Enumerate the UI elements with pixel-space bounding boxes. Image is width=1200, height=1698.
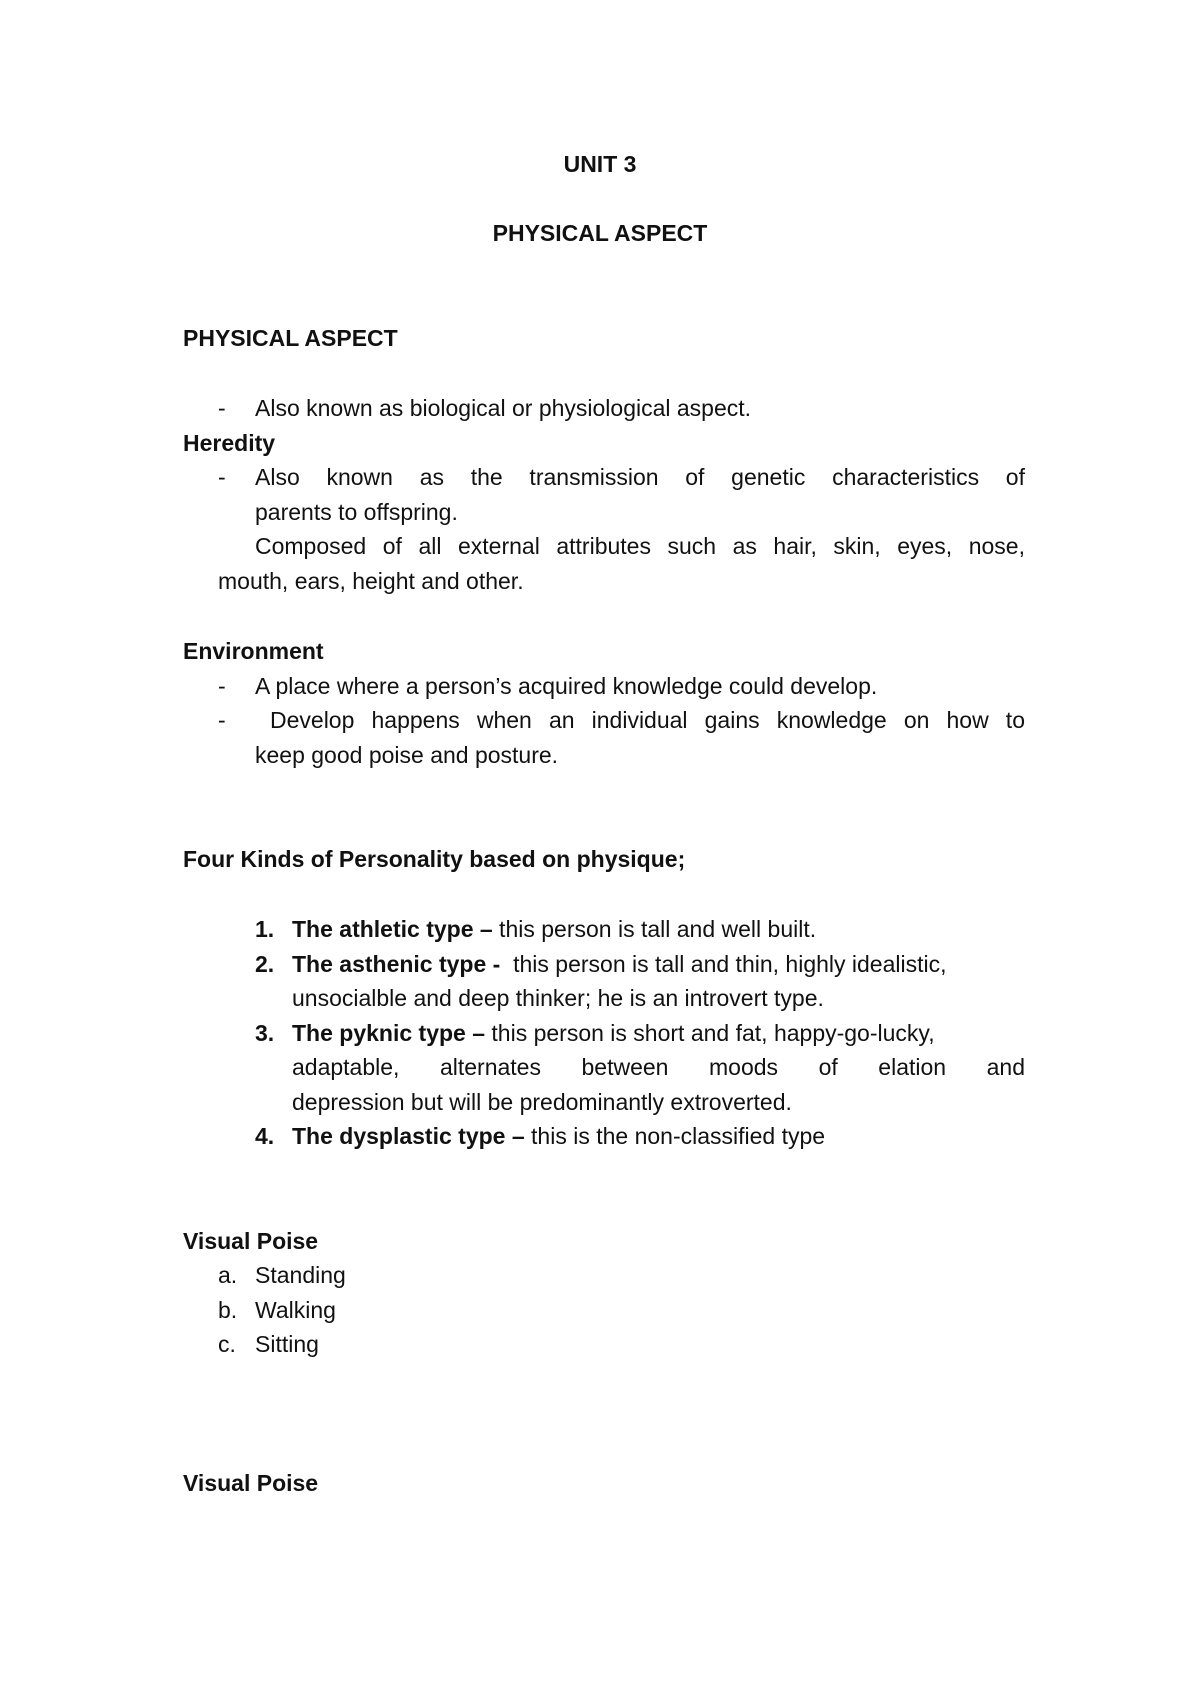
physical-aspect-heading: PHYSICAL ASPECT [183,325,398,351]
visual-poise-letter: c. [218,1331,236,1357]
bullet-dash: - [218,395,226,421]
personality-term: The dysplastic type – [292,1123,525,1149]
personality-item-number: 2. [255,951,275,977]
environment-bullet-2-line2: keep good poise and posture. [255,742,559,768]
visual-poise-item: Standing [255,1262,346,1288]
personality-item-3 [292,1019,935,1047]
personality-description: this person is tall and thin, highly idealistic, [500,951,947,977]
personality-item-number: 3. [255,1020,275,1046]
unit-title: UNIT 3 [563,151,637,177]
heredity-heading: Heredity [183,430,276,456]
personality-item-2 [292,950,947,978]
personality-item-1 [292,915,816,943]
personality-item-number: 1. [255,916,275,942]
personality-term: The asthenic type - [292,951,501,977]
personality-description: this person is short and fat, happy-go-lucky, [485,1020,935,1046]
bullet-dash: - [218,707,226,733]
heredity-paragraph-line2: mouth, ears, height and other. [218,568,524,594]
heredity-paragraph-line1: Composed of all external attributes such as hair, skin, eyes, nose, [255,533,1025,559]
personality-item-number: 4. [255,1123,275,1149]
personality-description: this person is tall and well built. [492,916,817,942]
personality-item-3-line3: depression but will be predominantly extroverted. [292,1089,792,1115]
heredity-bullet-line2: parents to offspring. [255,499,458,525]
page-subtitle: PHYSICAL ASPECT [492,220,708,246]
bullet-dash: - [218,464,226,490]
bullet-dash: - [218,673,226,699]
environment-bullet-2-line1: Develop happens when an individual gains knowledge on how to [270,707,1025,733]
personality-heading: Four Kinds of Personality based on physique; [183,846,686,872]
visual-poise-item: Sitting [255,1331,319,1357]
physical-aspect-bullet: Also known as biological or physiological aspect. [255,395,752,421]
heredity-bullet-line1: Also known as the transmission of genetic characteristics of [255,464,1025,490]
personality-term: The pyknic type – [292,1020,486,1046]
personality-description: this is the non-classified type [524,1123,826,1149]
personality-item-3-line2: adaptable, alternates between moods of elation and [292,1054,1025,1080]
visual-poise-letter: a. [218,1262,238,1288]
personality-item-2-line2: unsocialble and deep thinker; he is an introvert type. [292,985,824,1011]
visual-poise-letter: b. [218,1297,238,1323]
visual-poise-item: Walking [255,1297,336,1323]
environment-heading: Environment [183,638,324,664]
environment-bullet-1: A place where a person’s acquired knowledge could develop. [255,673,878,699]
personality-item-4 [292,1122,825,1150]
visual-poise-heading: Visual Poise [183,1228,319,1254]
visual-poise-heading-2: Visual Poise [183,1470,319,1496]
personality-term: The athletic type – [292,916,493,942]
